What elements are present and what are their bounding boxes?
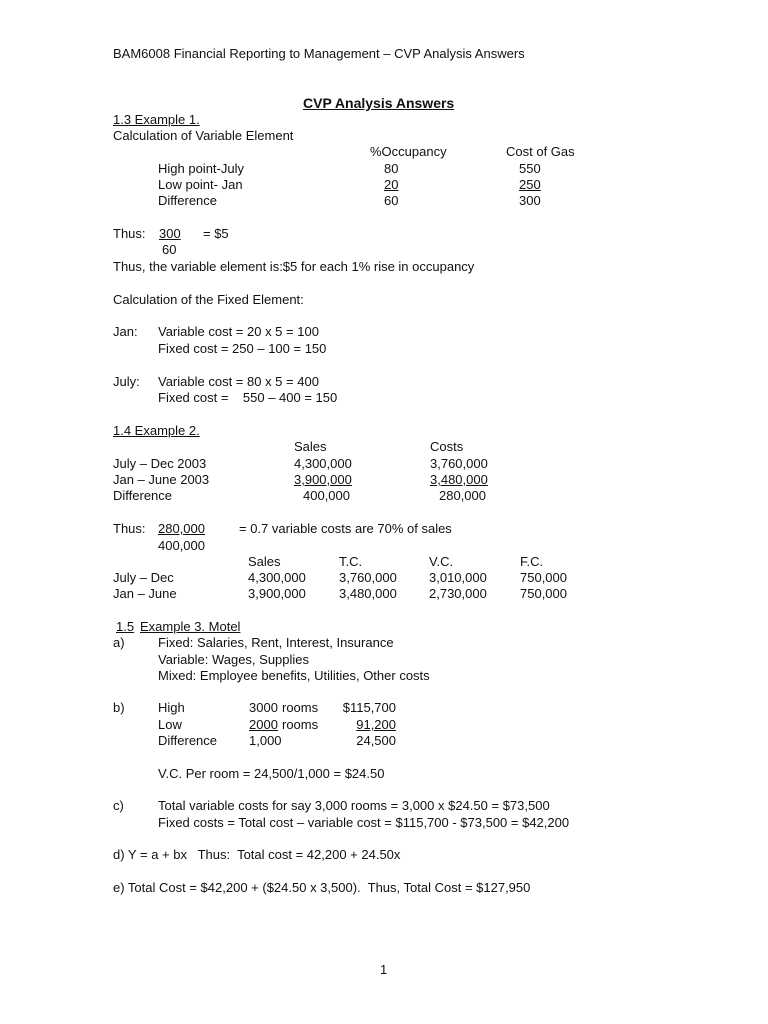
july-variable-cost: Variable cost = 80 x 5 = 400 <box>158 374 319 389</box>
rooms-count: 2000 <box>249 717 278 732</box>
total-cost-value: 91,200 <box>356 717 396 732</box>
sales-value: 3,900,000 <box>294 472 352 487</box>
rooms-count: 3000 <box>249 700 278 715</box>
jan-fixed-cost: Fixed cost = 250 – 100 = 150 <box>158 341 327 356</box>
total-cost-value: $115,700 <box>342 700 396 715</box>
row-label: Difference <box>158 193 218 208</box>
thus-label: Thus: <box>113 226 146 241</box>
costs-value: 280,000 <box>439 488 486 503</box>
period-label: Jan – June 2003 <box>113 472 210 487</box>
occupancy-column-header: %Occupancy <box>370 144 447 159</box>
example2-heading: 1.4 Example 2. <box>113 423 200 438</box>
vc-value: 3,010,000 <box>429 570 487 585</box>
example3-number: 1.5 <box>116 619 135 634</box>
document-header: BAM6008 Financial Reporting to Management – CVP Analysis Answers <box>113 46 525 61</box>
period-label: July – Dec <box>113 570 174 585</box>
tc-value: 3,480,000 <box>339 586 397 601</box>
ratio-sentence: = 0.7 variable costs are 70% of sales <box>239 521 452 536</box>
gas-cost-value: 550 <box>519 161 541 176</box>
page-title: CVP Analysis Answers <box>303 95 455 111</box>
costs-value: 3,480,000 <box>430 472 488 487</box>
fraction-denominator: 400,000 <box>158 538 205 553</box>
fraction-numerator: 300 <box>159 226 181 241</box>
mixed-costs-list: Mixed: Employee benefits, Utilities, Other costs <box>158 668 430 683</box>
gas-cost-value: 300 <box>519 193 541 208</box>
vc-column-header: V.C. <box>429 554 454 569</box>
occupancy-value: 20 <box>384 177 399 192</box>
rooms-word: rooms <box>282 717 319 732</box>
period-label: Jan – June <box>113 586 177 601</box>
fc-value: 750,000 <box>520 586 567 601</box>
row-label: Low point- Jan <box>158 177 243 192</box>
example3-heading: Example 3. Motel <box>140 619 241 634</box>
july-fixed-cost: Fixed cost = 550 – 400 = 150 <box>158 390 338 405</box>
row-label: Difference <box>158 733 218 748</box>
costs-column-header: Costs <box>430 439 464 454</box>
july-label: July: <box>113 374 140 389</box>
fraction-denominator: 60 <box>162 242 177 257</box>
sales-value: 4,300,000 <box>248 570 306 585</box>
vc-value: 2,730,000 <box>429 586 487 601</box>
example1-heading: 1.3 Example 1. <box>113 112 200 127</box>
tc-column-header: T.C. <box>339 554 363 569</box>
page-number: 1 <box>380 962 388 977</box>
sales-value: 4,300,000 <box>294 456 352 471</box>
sales-value: 3,900,000 <box>248 586 306 601</box>
fraction-result: = $5 <box>203 226 229 241</box>
part-b-label: b) <box>113 700 125 715</box>
part-c-label: c) <box>113 798 124 813</box>
vc-per-room: V.C. Per room = 24,500/1,000 = $24.50 <box>158 766 385 781</box>
period-label: July – Dec 2003 <box>113 456 207 471</box>
fc-value: 750,000 <box>520 570 567 585</box>
period-label: Difference <box>113 488 173 503</box>
variable-costs-list: Variable: Wages, Supplies <box>158 652 310 667</box>
gas-cost-value: 250 <box>519 177 541 192</box>
total-cost-value: 24,500 <box>356 733 396 748</box>
total-variable-costs-line: Total variable costs for say 3,000 rooms = 3,000 x $24.50 = $73,500 <box>158 798 550 813</box>
part-e-total-cost: e) Total Cost = $42,200 + ($24.50 x 3,500). Thus, Total Cost = $127,950 <box>113 880 531 895</box>
variable-element-sentence: Thus, the variable element is:$5 for each 1% rise in occupancy <box>113 259 475 274</box>
row-label: High <box>158 700 185 715</box>
calc-variable-heading: Calculation of Variable Element <box>113 128 294 143</box>
part-d-equation: d) Y = a + bx Thus: Total cost = 42,200 + 24.50x <box>113 847 401 862</box>
jan-label: Jan: <box>113 324 138 339</box>
jan-variable-cost: Variable cost = 20 x 5 = 100 <box>158 324 319 339</box>
calc-fixed-heading: Calculation of the Fixed Element: <box>113 292 304 307</box>
gas-cost-column-header: Cost of Gas <box>506 144 575 159</box>
rooms-word: rooms <box>282 700 319 715</box>
occupancy-value: 80 <box>384 161 399 176</box>
costs-value: 3,760,000 <box>430 456 488 471</box>
rooms-count: 1,000 <box>249 733 282 748</box>
row-label: High point-July <box>158 161 244 176</box>
fixed-costs-line: Fixed costs = Total cost – variable cost = $115,700 - $73,500 = $42,200 <box>158 815 570 830</box>
sales-value: 400,000 <box>303 488 350 503</box>
fc-column-header: F.C. <box>520 554 544 569</box>
part-a-label: a) <box>113 635 125 650</box>
tc-value: 3,760,000 <box>339 570 397 585</box>
fraction-numerator: 280,000 <box>158 521 205 536</box>
fixed-costs-list: Fixed: Salaries, Rent, Interest, Insurance <box>158 635 394 650</box>
sales-column-header: Sales <box>248 554 281 569</box>
sales-column-header: Sales <box>294 439 327 454</box>
occupancy-value: 60 <box>384 193 399 208</box>
row-label: Low <box>158 717 182 732</box>
thus-label: Thus: <box>113 521 146 536</box>
